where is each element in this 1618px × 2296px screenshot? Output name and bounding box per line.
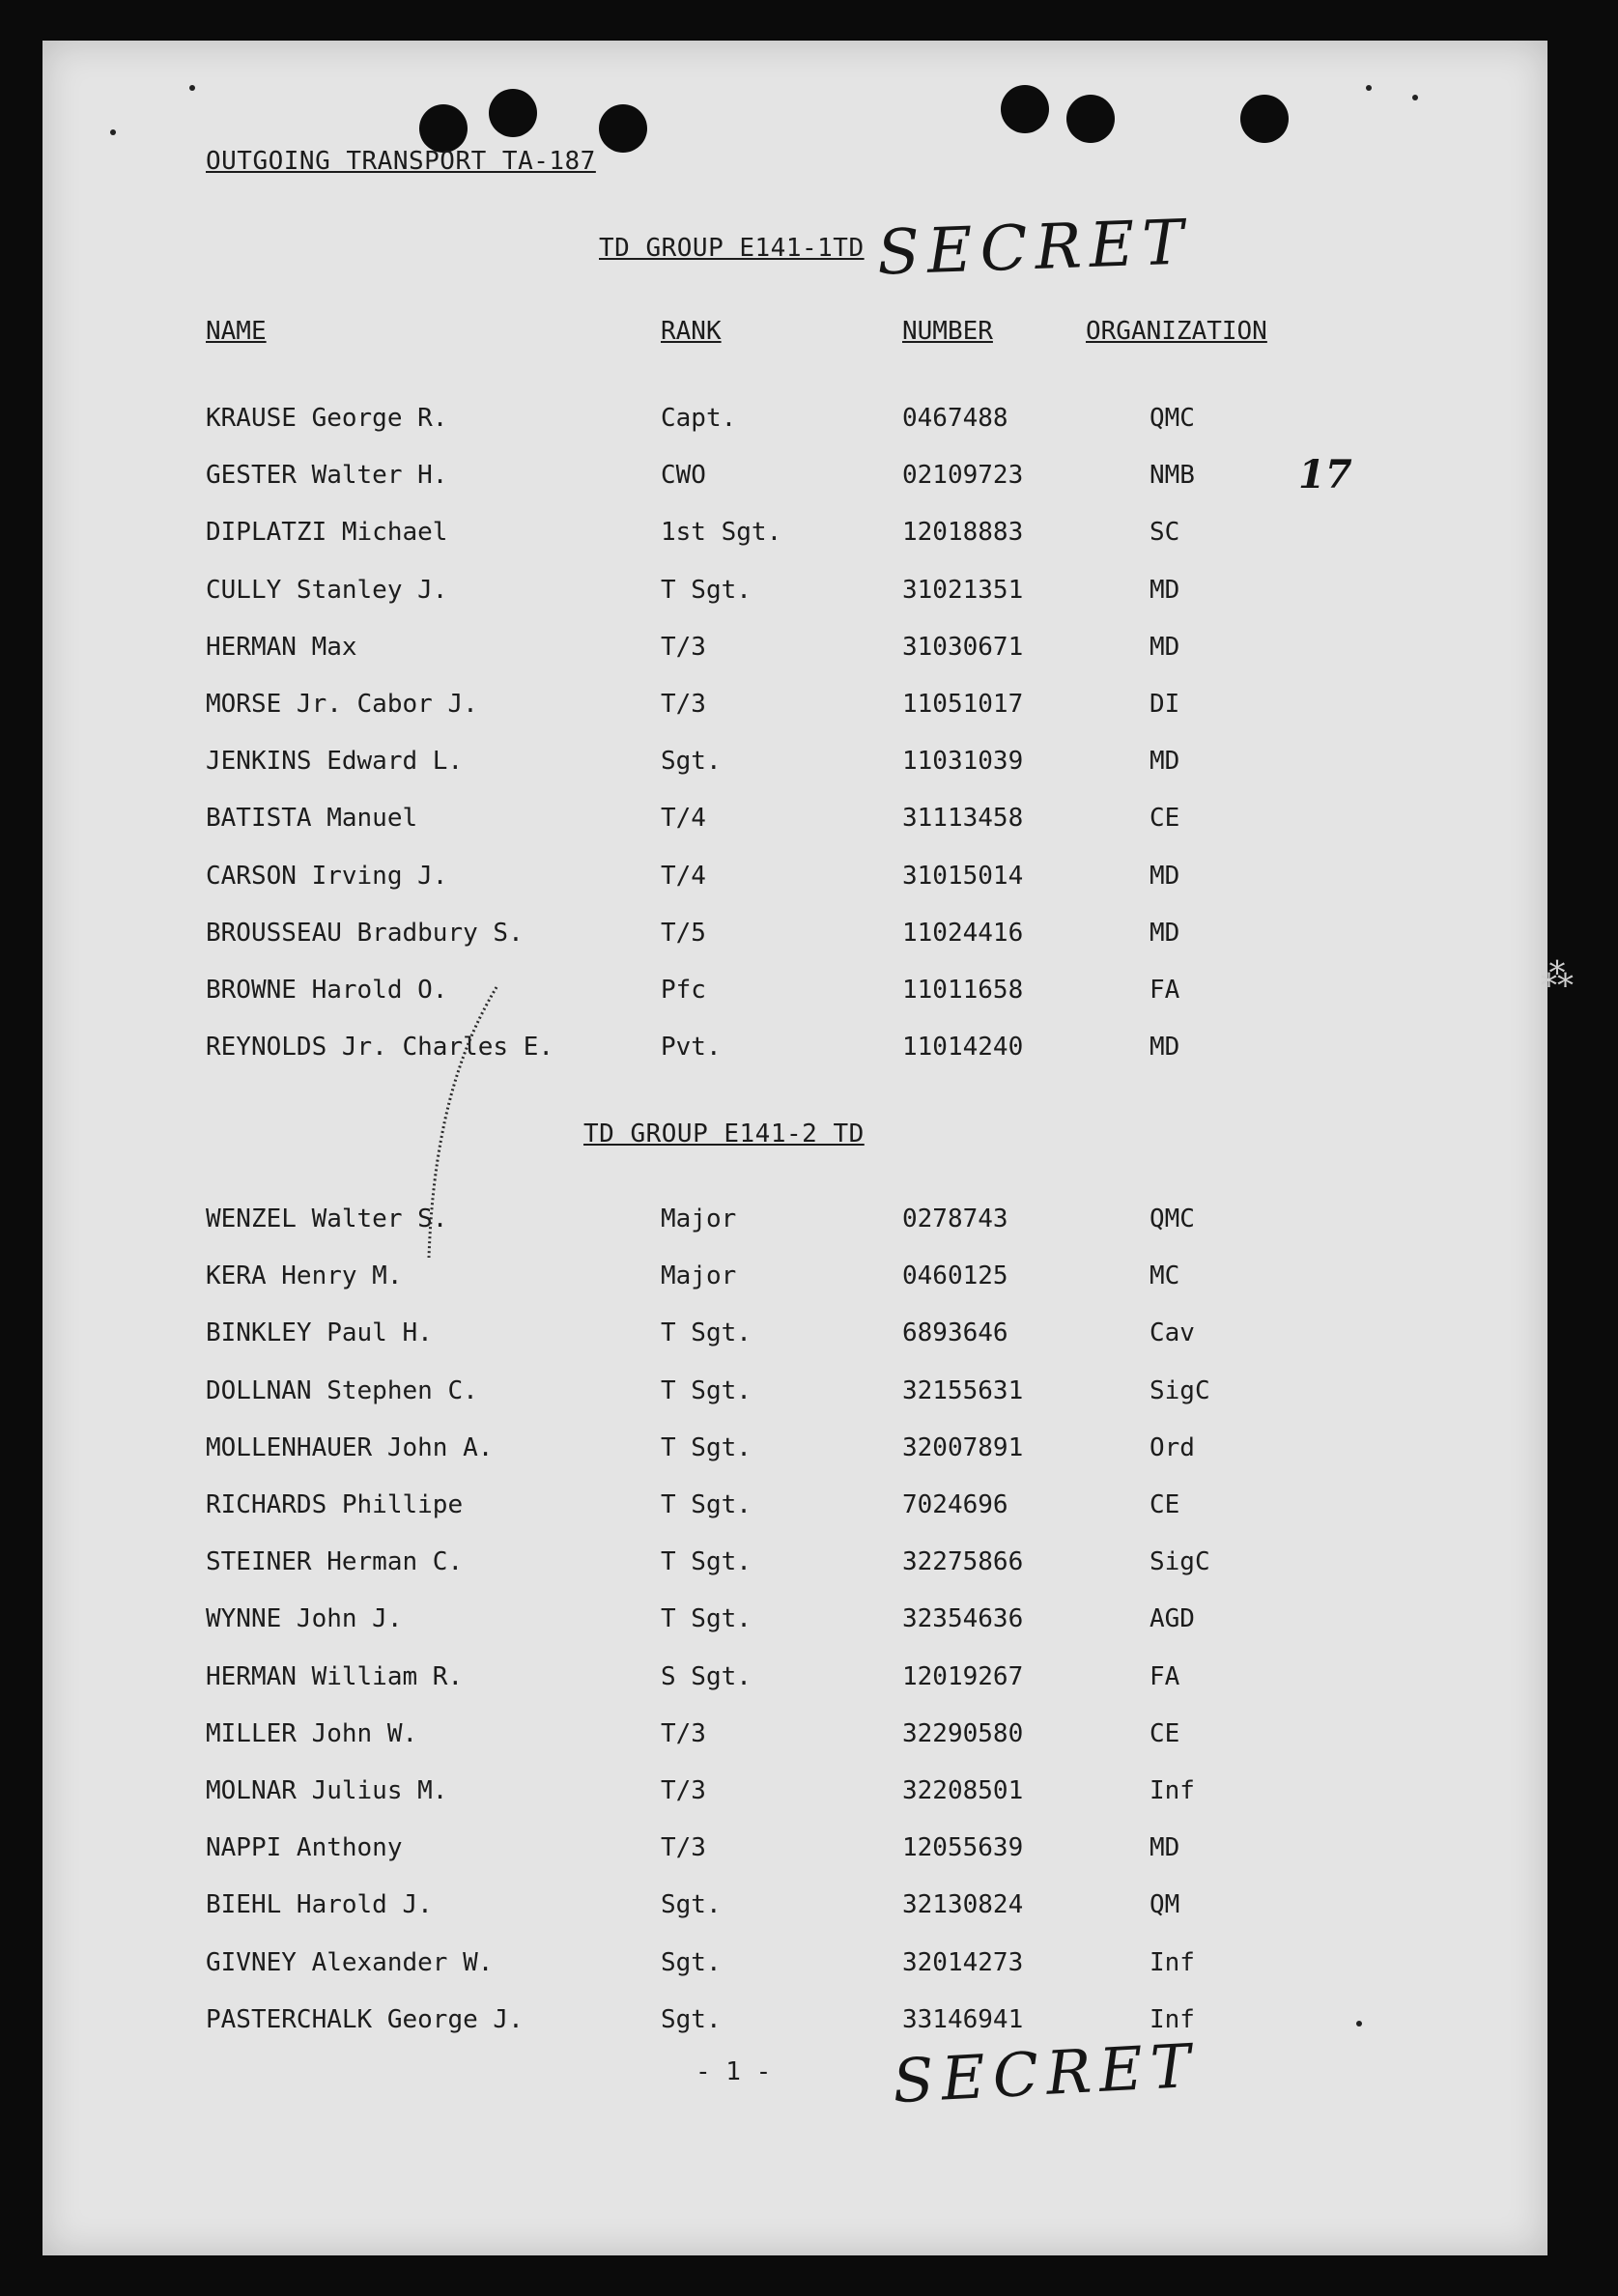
personnel-rank: T/4: [661, 861, 706, 891]
personnel-organization: Ord: [1150, 1432, 1195, 1462]
secret-stamp-top: SECRET: [875, 207, 1193, 290]
personnel-rank: Sgt.: [661, 1947, 722, 1977]
personnel-organization: CE: [1150, 1718, 1180, 1748]
personnel-number: 32354636: [902, 1604, 1024, 1634]
list-row: [43, 461, 1547, 499]
list-row: [43, 1490, 1547, 1529]
personnel-number: 31113458: [902, 804, 1024, 834]
personnel-name: CARSON Irving J.: [206, 861, 448, 891]
personnel-organization: Inf: [1150, 2004, 1195, 2034]
personnel-number: 7024696: [902, 1490, 1008, 1519]
personnel-number: 31015014: [902, 861, 1024, 891]
secret-stamp-bottom: SECRET: [891, 2029, 1201, 2117]
personnel-number: 0460125: [902, 1261, 1008, 1291]
personnel-organization: FA: [1150, 1661, 1180, 1691]
column-header-rank: RANK: [661, 317, 722, 346]
personnel-name: BIEHL Harold J.: [206, 1890, 433, 1920]
personnel-number: 12018883: [902, 518, 1024, 548]
personnel-organization: MD: [1150, 632, 1180, 662]
personnel-organization: FA: [1150, 976, 1180, 1005]
personnel-rank: Major: [661, 1205, 737, 1233]
personnel-rank: CWO: [661, 461, 706, 491]
list-row: [43, 804, 1547, 842]
personnel-rank: T Sgt.: [661, 1604, 752, 1634]
personnel-number: 31030671: [902, 632, 1024, 662]
column-header-name: NAME: [206, 317, 267, 346]
personnel-name: HERMAN Max: [206, 632, 357, 662]
personnel-rank: T Sgt.: [661, 575, 752, 605]
personnel-rank: T Sgt.: [661, 1375, 752, 1405]
speck: [110, 129, 116, 135]
list-row: [43, 1033, 1547, 1071]
column-header-organization: ORGANIZATION: [1086, 317, 1267, 346]
list-row: [43, 1604, 1547, 1643]
personnel-organization: Inf: [1150, 1947, 1195, 1977]
list-row: [43, 404, 1547, 442]
personnel-rank: Pfc: [661, 976, 706, 1005]
transport-title: OUTGOING TRANSPORT TA-187: [206, 147, 596, 176]
personnel-rank: Sgt.: [661, 2004, 722, 2034]
personnel-number: 6893646: [902, 1318, 1008, 1348]
personnel-name: CULLY Stanley J.: [206, 575, 448, 605]
personnel-name: WENZEL Walter S.: [206, 1205, 448, 1233]
list-row: [43, 919, 1547, 957]
list-row: [43, 1719, 1547, 1758]
personnel-rank: Major: [661, 1261, 737, 1291]
personnel-rank: T/3: [661, 1833, 706, 1863]
personnel-organization: AGD: [1150, 1604, 1195, 1634]
personnel-organization: MD: [1150, 575, 1180, 605]
personnel-name: KRAUSE George R.: [206, 404, 448, 433]
personnel-name: MOLLENHAUER John A.: [206, 1432, 494, 1462]
punch-hole: [599, 104, 647, 153]
personnel-number: 32014273: [902, 1947, 1024, 1977]
personnel-name: JENKINS Edward L.: [206, 747, 464, 777]
personnel-organization: Cav: [1150, 1318, 1195, 1348]
personnel-rank: Sgt.: [661, 1890, 722, 1920]
personnel-number: 33146941: [902, 2004, 1024, 2034]
personnel-number: 0467488: [902, 404, 1008, 433]
list-row: [43, 1433, 1547, 1472]
list-row: [43, 2005, 1547, 2044]
personnel-name: HERMAN William R.: [206, 1661, 464, 1691]
personnel-name: DIPLATZI Michael: [206, 518, 448, 548]
personnel-name: MORSE Jr. Cabor J.: [206, 690, 478, 719]
document-page: [43, 41, 1547, 2255]
personnel-rank: T Sgt.: [661, 1490, 752, 1519]
personnel-rank: T/3: [661, 632, 706, 662]
personnel-number: 12055639: [902, 1833, 1024, 1863]
personnel-number: 11051017: [902, 690, 1024, 719]
personnel-rank: T Sgt.: [661, 1547, 752, 1577]
personnel-number: 11024416: [902, 918, 1024, 948]
personnel-number: 11011658: [902, 976, 1024, 1005]
list-row: [43, 1547, 1547, 1586]
list-row: [43, 1833, 1547, 1872]
personnel-number: 31021351: [902, 575, 1024, 605]
personnel-name: WYNNE John J.: [206, 1604, 403, 1634]
speck: [189, 85, 195, 91]
personnel-organization: QMC: [1150, 404, 1195, 433]
list-row: [43, 1376, 1547, 1415]
list-row: [43, 976, 1547, 1014]
group-title: TD GROUP E141-1TD: [599, 234, 865, 263]
personnel-name: REYNOLDS Jr. Charles E.: [206, 1033, 554, 1063]
speck: [1366, 85, 1372, 91]
personnel-organization: CE: [1150, 804, 1180, 834]
list-row: [43, 1261, 1547, 1300]
list-row: [43, 1318, 1547, 1357]
personnel-name: GIVNEY Alexander W.: [206, 1947, 494, 1977]
personnel-name: KERA Henry M.: [206, 1261, 403, 1291]
personnel-number: 32130824: [902, 1890, 1024, 1920]
personnel-number: 32290580: [902, 1718, 1024, 1748]
personnel-number: 12019267: [902, 1661, 1024, 1691]
personnel-number: 32155631: [902, 1375, 1024, 1405]
personnel-organization: MC: [1150, 1261, 1180, 1291]
punch-hole: [419, 104, 468, 153]
list-row: [43, 1205, 1547, 1243]
group-title: TD GROUP E141-2 TD: [583, 1120, 865, 1148]
punch-hole: [1240, 95, 1289, 143]
personnel-name: MILLER John W.: [206, 1718, 418, 1748]
personnel-organization: SigC: [1150, 1375, 1210, 1405]
personnel-rank: T/3: [661, 690, 706, 719]
personnel-name: NAPPI Anthony: [206, 1833, 403, 1863]
list-row: [43, 1948, 1547, 1987]
list-row: [43, 1890, 1547, 1929]
list-row: [43, 690, 1547, 728]
personnel-organization: QM: [1150, 1890, 1180, 1920]
personnel-organization: MD: [1150, 1833, 1180, 1863]
personnel-number: 11014240: [902, 1033, 1024, 1063]
personnel-rank: T/3: [661, 1718, 706, 1748]
personnel-number: 32007891: [902, 1432, 1024, 1462]
personnel-name: GESTER Walter H.: [206, 461, 448, 491]
personnel-organization: MD: [1150, 747, 1180, 777]
personnel-rank: T/4: [661, 804, 706, 834]
personnel-organization: MD: [1150, 1033, 1180, 1063]
list-row: [43, 1662, 1547, 1701]
personnel-name: RICHARDS Phillipe: [206, 1490, 464, 1519]
personnel-organization: NMB: [1150, 461, 1195, 491]
personnel-organization: SC: [1150, 518, 1180, 548]
personnel-organization: DI: [1150, 690, 1180, 719]
personnel-organization: QMC: [1150, 1205, 1195, 1233]
speck: [1412, 95, 1418, 100]
column-header-number: NUMBER: [902, 317, 993, 346]
personnel-organization: CE: [1150, 1490, 1180, 1519]
personnel-number: 32275866: [902, 1547, 1024, 1577]
personnel-organization: MD: [1150, 918, 1180, 948]
personnel-name: MOLNAR Julius M.: [206, 1776, 448, 1805]
list-row: [43, 862, 1547, 900]
list-row: [43, 747, 1547, 785]
personnel-organization: MD: [1150, 861, 1180, 891]
personnel-name: BATISTA Manuel: [206, 804, 418, 834]
punch-hole: [489, 89, 537, 137]
personnel-name: STEINER Herman C.: [206, 1547, 464, 1577]
personnel-rank: T/3: [661, 1776, 706, 1805]
personnel-rank: Sgt.: [661, 747, 722, 777]
personnel-rank: T Sgt.: [661, 1432, 752, 1462]
margin-number: 17: [1298, 452, 1352, 497]
list-row: [43, 1776, 1547, 1815]
personnel-organization: Inf: [1150, 1776, 1195, 1805]
punch-hole: [1066, 95, 1115, 143]
list-row: [43, 576, 1547, 614]
personnel-number: 11031039: [902, 747, 1024, 777]
personnel-rank: T Sgt.: [661, 1318, 752, 1348]
personnel-name: DOLLNAN Stephen C.: [206, 1375, 478, 1405]
page-number: - 1 -: [695, 2057, 772, 2086]
personnel-number: 0278743: [902, 1205, 1008, 1233]
punch-hole: [1001, 85, 1049, 133]
personnel-rank: 1st Sgt.: [661, 518, 782, 548]
personnel-number: 02109723: [902, 461, 1024, 491]
personnel-rank: T/5: [661, 918, 706, 948]
personnel-name: BROUSSEAU Bradbury S.: [206, 918, 524, 948]
personnel-name: BROWNE Harold O.: [206, 976, 448, 1005]
personnel-rank: Capt.: [661, 404, 737, 433]
personnel-rank: Pvt.: [661, 1033, 722, 1063]
personnel-name: PASTERCHALK George J.: [206, 2004, 524, 2034]
personnel-name: BINKLEY Paul H.: [206, 1318, 433, 1348]
scan-artifact: ⁂: [1541, 956, 1574, 995]
personnel-organization: SigC: [1150, 1547, 1210, 1577]
list-row: [43, 518, 1547, 556]
personnel-number: 32208501: [902, 1776, 1024, 1805]
personnel-rank: S Sgt.: [661, 1661, 752, 1691]
list-row: [43, 633, 1547, 671]
